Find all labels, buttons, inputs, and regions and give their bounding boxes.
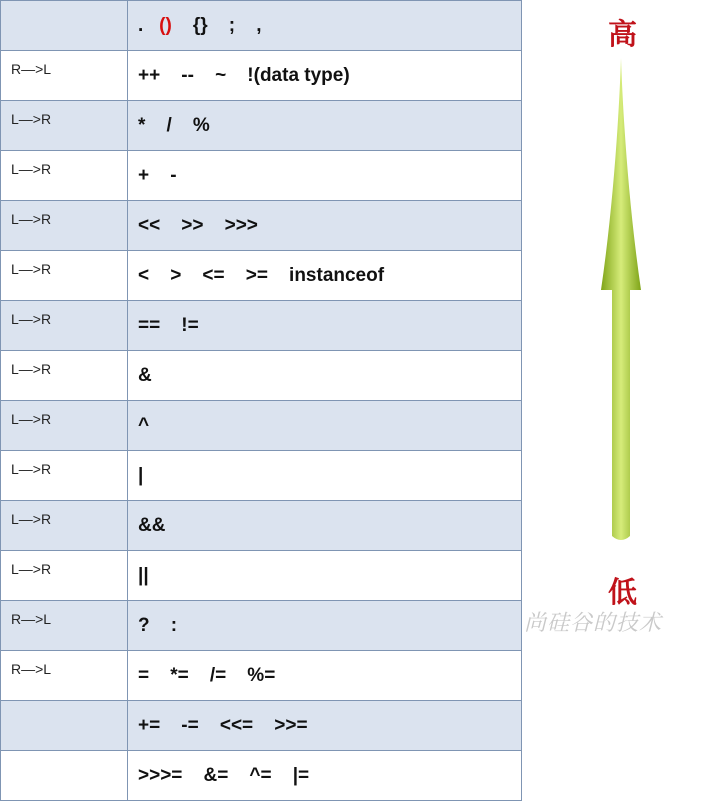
operators-cell: += -= <<= >>= [128,701,522,751]
operators-cell [128,1,522,51]
operators-cell: < > <= >= instanceof [128,251,522,301]
operators-cell: << >> >>> [128,201,522,251]
associativity-cell: R—>L [1,601,128,651]
associativity-cell: R—>L [1,651,128,701]
associativity-cell [1,701,128,751]
watermark: 尚硅谷的技术 [524,611,663,636]
associativity-cell: L—>R [1,451,128,501]
operators-cell: ++ -- ~ !(data type) [128,51,522,101]
table-row [1,301,522,351]
operators-cell: && [128,501,522,551]
operators-cell: == != [128,301,522,351]
associativity-cell [1,1,128,51]
associativity-cell: L—>R [1,151,128,201]
table-row [1,551,522,601]
operators-cell: ^ [128,401,522,451]
table-row [1,701,522,751]
table-row [1,751,522,801]
priority-low-label: 低 [608,575,638,609]
associativity-cell: L—>R [1,501,128,551]
operators-cell: = *= /= %= [128,651,522,701]
associativity-cell: R—>L [1,51,128,101]
table-row [1,501,522,551]
associativity-cell: L—>R [1,101,128,151]
operators-cell: | [128,451,522,501]
table-row [1,201,522,251]
associativity-cell: L—>R [1,301,128,351]
parentheses-operator: () [159,14,172,36]
table-row [1,351,522,401]
associativity-cell [1,751,128,801]
associativity-cell: L—>R [1,251,128,301]
table-row [1,401,522,451]
associativity-cell: L—>R [1,201,128,251]
table-row [1,51,522,101]
table-row [1,251,522,301]
table-row [1,601,522,651]
table-row [1,651,522,701]
table-row [1,151,522,201]
operators-cell: >>>= &= ^= |= [128,751,522,801]
operators-cell: * / % [128,101,522,151]
operators-prefix: . [138,14,160,36]
operators-cell: + - [128,151,522,201]
table-row [1,1,522,51]
operators-cell: & [128,351,522,401]
priority-high-label: 高 [608,17,638,51]
operators-cell: || [128,551,522,601]
associativity-cell: L—>R [1,401,128,451]
precedence-arrow-icon [597,58,651,548]
table-row [1,101,522,151]
operators-cell: ? : [128,601,522,651]
associativity-cell: L—>R [1,351,128,401]
operators-suffix: {} ; , [171,14,262,36]
associativity-cell: L—>R [1,551,128,601]
table-row [1,451,522,501]
